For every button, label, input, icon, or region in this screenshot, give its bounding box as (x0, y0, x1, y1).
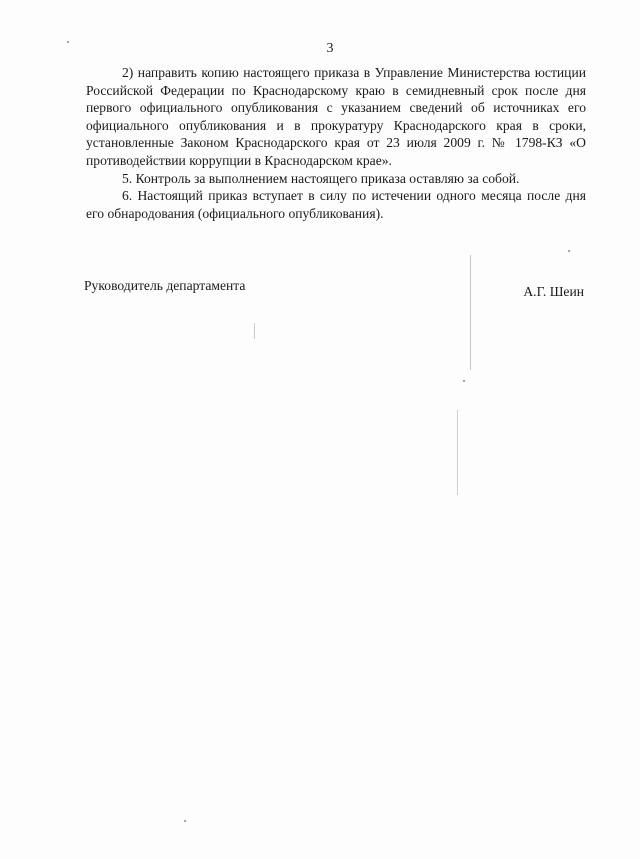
scan-artifact-dot (184, 820, 186, 822)
paragraph-item-2: 2) направить копию настоящего приказа в Управление Министерства юстиции Российской Федерации по Краснодарскому краю в семидневный срок после дня первого официального опубликования с указанием сведений об источниках его официального опубликования и в прокуратуру Краснодарского края в сроки, установленные Законом Краснодарского края от 23 июля 2009 г. № 1798-КЗ «О противодействии коррупции в Краснодарском крае». (86, 65, 586, 168)
scan-artifact-dot (67, 41, 69, 43)
scan-artifact-line (254, 323, 255, 339)
scan-artifact-dot (463, 380, 465, 382)
scan-artifact-dot (568, 250, 570, 252)
signatory-title: Руководитель департамента (84, 278, 246, 293)
scan-artifact-line (457, 410, 458, 495)
paragraph-item-5: 5. Контроль за выполнением настоящего приказа оставляю за собой. (122, 170, 520, 186)
paragraph-item-6: 6. Настоящий приказ вступает в силу по истечении одного месяца после дня его обнародования (официального опубликования). (86, 188, 586, 221)
signature-block (84, 278, 584, 298)
document-body (86, 64, 586, 222)
signatory-name: А.Г. Шеин (523, 284, 584, 299)
page-number: 3 (326, 41, 334, 56)
scan-artifact-line (470, 255, 471, 370)
